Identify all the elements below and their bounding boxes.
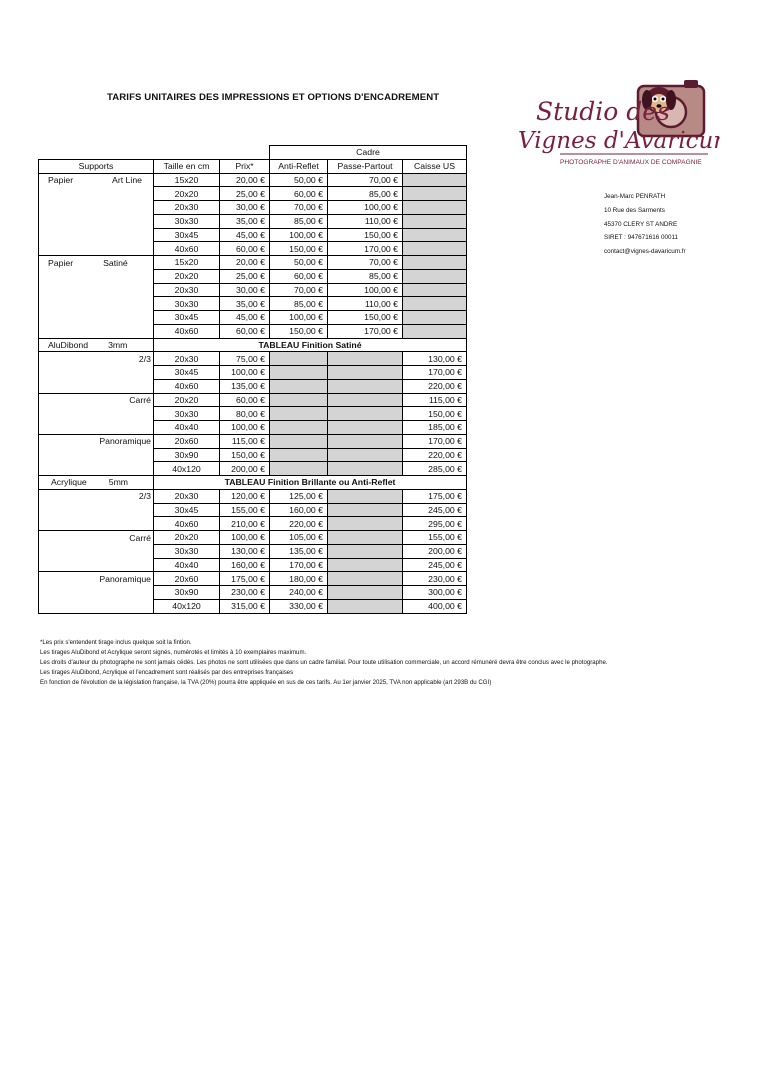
empty-cell [403,283,467,297]
anti-reflet-cell: 60,00 € [270,269,328,283]
table-row [39,187,467,201]
price-cell: 155,00 € [220,503,270,517]
price-cell: 35,00 € [220,297,270,311]
empty-cell [328,352,403,366]
caisse-cell: 400,00 € [403,599,467,613]
passe-partout-cell: 70,00 € [328,173,403,187]
anti-reflet-cell: 240,00 € [270,586,328,600]
anti-reflet-cell: 70,00 € [270,201,328,215]
price-cell: 150,00 € [220,448,270,462]
table-row [39,462,467,476]
studio-logo [508,70,720,170]
empty-cell [328,599,403,613]
contact-block [604,190,686,259]
anti-reflet-cell: 105,00 € [270,531,328,545]
table-row [39,269,467,283]
caisse-cell: 200,00 € [403,544,467,558]
anti-reflet-cell: 220,00 € [270,517,328,531]
section-banner: TABLEAU Finition Satiné [154,338,467,352]
size-cell: 20x30 [154,352,220,366]
price-cell: 100,00 € [220,531,270,545]
size-cell: 40x60 [154,324,220,338]
format-label: Carré [39,531,154,545]
table-row [39,448,467,462]
passe-partout-cell: 100,00 € [328,201,403,215]
table-row [39,421,467,435]
size-cell: 30x45 [154,311,220,325]
anti-reflet-cell: 150,00 € [270,242,328,256]
price-cell: 115,00 € [220,434,270,448]
table-row [39,201,467,215]
size-cell: 40x120 [154,599,220,613]
price-cell: 230,00 € [220,586,270,600]
empty-cell [270,462,328,476]
format-label: 2/3 [39,489,154,503]
page-title: TARIFS UNITAIRES DES IMPRESSIONS ET OPTIONS D'ENCADREMENT [107,92,440,103]
caisse-cell: 295,00 € [403,517,467,531]
support-name: Papier [48,257,74,268]
price-cell: 35,00 € [220,214,270,228]
size-cell: 20x30 [154,201,220,215]
empty-cell [403,201,467,215]
price-cell: 30,00 € [220,283,270,297]
passe-partout-cell: 70,00 € [328,256,403,270]
price-cell: 25,00 € [220,187,270,201]
cadre-header-row [39,146,467,160]
logo-line2: Vignes d'Avaricum [518,128,720,154]
col-caisse-us: Caisse US [403,159,467,173]
anti-reflet-cell: 100,00 € [270,311,328,325]
price-cell: 135,00 € [220,379,270,393]
empty-cell [403,187,467,201]
support-thickness: 5mm [108,477,129,488]
empty-cell [328,517,403,531]
support-variant: Art Line [112,175,142,186]
size-cell: 40x40 [154,421,220,435]
empty-cell [403,297,467,311]
anti-reflet-cell: 135,00 € [270,544,328,558]
size-cell: 20x60 [154,572,220,586]
anti-reflet-cell: 70,00 € [270,283,328,297]
col-prix: Prix* [220,159,270,173]
empty-cell [403,324,467,338]
table-row [39,558,467,572]
caisse-cell: 230,00 € [403,572,467,586]
column-header-row [39,159,467,173]
passe-partout-cell: 100,00 € [328,283,403,297]
price-cell: 80,00 € [220,407,270,421]
empty-cell [328,421,403,435]
support-cell [39,476,154,490]
empty-cell [328,366,403,380]
empty-cell [403,311,467,325]
support-name: Papier [48,175,74,186]
price-cell: 20,00 € [220,173,270,187]
table-row [39,531,467,545]
table-row [39,407,467,421]
size-cell: 30x45 [154,228,220,242]
caisse-cell: 300,00 € [403,586,467,600]
table-row [39,434,467,448]
footnotes [40,638,608,688]
caisse-cell: 220,00 € [403,448,467,462]
caisse-cell: 150,00 € [403,407,467,421]
price-cell: 130,00 € [220,544,270,558]
price-cell: 25,00 € [220,269,270,283]
passe-partout-cell: 110,00 € [328,214,403,228]
table-row [39,393,467,407]
anti-reflet-cell: 160,00 € [270,503,328,517]
caisse-cell: 175,00 € [403,489,467,503]
table-row [39,489,467,503]
table-row [39,379,467,393]
empty-cell [403,256,467,270]
size-cell: 20x30 [154,283,220,297]
format-label: Panoramique [39,434,154,448]
size-cell: 30x45 [154,366,220,380]
price-cell: 315,00 € [220,599,270,613]
empty-cell [270,407,328,421]
section-banner-row [39,476,467,490]
caisse-cell: 185,00 € [403,421,467,435]
support-name: Acrylique [51,477,87,488]
format-label: Panoramique [39,572,154,586]
empty-cell [328,448,403,462]
size-cell: 30x30 [154,297,220,311]
empty-cell [270,366,328,380]
support-name: AluDibond [48,339,89,350]
passe-partout-cell: 110,00 € [328,297,403,311]
footnote: *Les prix s'entendent tirage inclus quelque soit la fintion. [40,639,192,646]
empty-cell [270,421,328,435]
size-cell: 40x60 [154,379,220,393]
size-cell: 20x20 [154,393,220,407]
format-label: 2/3 [39,352,154,366]
passe-partout-cell: 85,00 € [328,187,403,201]
caisse-cell: 245,00 € [403,558,467,572]
empty-cell [328,462,403,476]
table-row [39,503,467,517]
price-cell: 45,00 € [220,228,270,242]
empty-cell [328,379,403,393]
size-cell: 20x30 [154,489,220,503]
anti-reflet-cell: 85,00 € [270,297,328,311]
size-cell: 40x60 [154,517,220,531]
price-cell: 30,00 € [220,201,270,215]
size-cell: 30x30 [154,407,220,421]
empty-cell [403,269,467,283]
empty-cell [328,558,403,572]
col-taille: Taille en cm [154,159,220,173]
table-row [39,256,467,270]
support-variant: Satiné [103,257,128,268]
empty-cell [328,489,403,503]
format-label: Carré [39,393,154,407]
logo-line1: Studio des [536,97,670,126]
anti-reflet-cell: 125,00 € [270,489,328,503]
price-cell: 100,00 € [220,366,270,380]
empty-cell [270,434,328,448]
price-cell: 60,00 € [220,393,270,407]
price-cell: 60,00 € [220,242,270,256]
passe-partout-cell: 150,00 € [328,228,403,242]
anti-reflet-cell: 50,00 € [270,173,328,187]
contact-city: 45370 CLERY ST ANDRE [604,220,678,228]
anti-reflet-cell: 170,00 € [270,558,328,572]
contact-street: 10 Rue des Sarments [604,206,665,214]
caisse-cell: 170,00 € [403,434,467,448]
passe-partout-cell: 170,00 € [328,324,403,338]
size-cell: 20x20 [154,187,220,201]
price-cell: 120,00 € [220,489,270,503]
table-row [39,572,467,586]
anti-reflet-cell: 50,00 € [270,256,328,270]
contact-name: Jean-Marc PENRATH [604,193,666,200]
empty-cell [403,228,467,242]
size-cell: 15x20 [154,173,220,187]
section-banner-row [39,338,467,352]
empty-cell [270,379,328,393]
table-row [39,242,467,256]
anti-reflet-cell: 85,00 € [270,214,328,228]
price-cell: 160,00 € [220,558,270,572]
contact-siret: SIRET : 947671616 00011 [604,234,678,242]
cadre-header: Cadre [270,146,467,160]
table-row [39,517,467,531]
empty-cell [403,242,467,256]
empty-cell [328,503,403,517]
size-cell: 15x20 [154,256,220,270]
caisse-cell: 115,00 € [403,393,467,407]
footnote: Les tirages AluDibond et Acrylique seront signés, numérotés et limités à 10 exemplaires maximum. [40,649,307,656]
footnote: En fonction de l'évolution de la législation française, la TVA (20%) pourra être appliquée en sus de ces tarifs. Au 1er janvier 2025, TVA non applicable (art 293B du CGI) [40,679,492,686]
support-cell [39,338,154,352]
price-cell: 20,00 € [220,256,270,270]
table-row [39,297,467,311]
table-row [39,544,467,558]
caisse-cell: 155,00 € [403,531,467,545]
price-cell: 75,00 € [220,352,270,366]
empty-cell [328,434,403,448]
contact-email[interactable]: contact@vignes-davaricum.fr [604,248,686,256]
anti-reflet-cell: 180,00 € [270,572,328,586]
anti-reflet-cell: 100,00 € [270,228,328,242]
anti-reflet-cell: 330,00 € [270,599,328,613]
table-row [39,228,467,242]
price-cell: 100,00 € [220,421,270,435]
passe-partout-cell: 170,00 € [328,242,403,256]
col-anti-reflet: Anti-Reflet [270,159,328,173]
size-cell: 30x30 [154,214,220,228]
footnote: Les droits d'auteur du photographe ne sont jamais cédés. Les photos ne sont utilisées que dans un cadre familial. Pour toute utilisation commerciale, un accord rémunéré devra être conclus avec le photographe. [40,659,608,666]
empty-cell [328,393,403,407]
price-cell: 200,00 € [220,462,270,476]
size-cell: 40x40 [154,558,220,572]
empty-cell [328,407,403,421]
table-row [39,214,467,228]
size-cell: 30x30 [154,544,220,558]
size-cell: 40x120 [154,462,220,476]
empty-cell [270,352,328,366]
col-supports: Supports [39,159,154,173]
table-row [39,366,467,380]
size-cell: 20x20 [154,531,220,545]
table-row [39,283,467,297]
table-row [39,311,467,325]
price-cell: 60,00 € [220,324,270,338]
empty-cell [270,393,328,407]
logo-graphic [508,70,720,170]
empty-cell [328,531,403,545]
anti-reflet-cell: 150,00 € [270,324,328,338]
table-row [39,586,467,600]
passe-partout-cell: 150,00 € [328,311,403,325]
logo-tagline: PHOTOGRAPHE D'ANIMAUX DE COMPAGNIE [560,159,702,166]
support-cell [39,256,154,270]
empty-cell [403,173,467,187]
anti-reflet-cell: 60,00 € [270,187,328,201]
price-cell: 175,00 € [220,572,270,586]
table-row [39,352,467,366]
size-cell: 20x20 [154,269,220,283]
table-row [39,173,467,187]
section-banner: TABLEAU Finition Brillante ou Anti-Reflet [154,476,467,490]
caisse-cell: 170,00 € [403,366,467,380]
price-cell: 210,00 € [220,517,270,531]
empty-cell [403,214,467,228]
passe-partout-cell: 85,00 € [328,269,403,283]
empty-cell [328,586,403,600]
table-row [39,599,467,613]
caisse-cell: 285,00 € [403,462,467,476]
footnote: Les tirages AluDibond, Acrylique et l'encadrement sont réalisés par des entreprises françaises [40,669,294,676]
empty-cell [270,448,328,462]
size-cell: 20x60 [154,434,220,448]
size-cell: 40x60 [154,242,220,256]
empty-cell [328,544,403,558]
size-cell: 30x90 [154,586,220,600]
empty-cell [328,572,403,586]
size-cell: 30x90 [154,448,220,462]
support-thickness: 3mm [108,339,128,350]
pricing-table [38,145,467,614]
caisse-cell: 245,00 € [403,503,467,517]
table-row [39,324,467,338]
col-passe-partout: Passe-Partout [328,159,403,173]
support-cell [39,173,154,187]
caisse-cell: 130,00 € [403,352,467,366]
price-cell: 45,00 € [220,311,270,325]
size-cell: 30x45 [154,503,220,517]
caisse-cell: 220,00 € [403,379,467,393]
